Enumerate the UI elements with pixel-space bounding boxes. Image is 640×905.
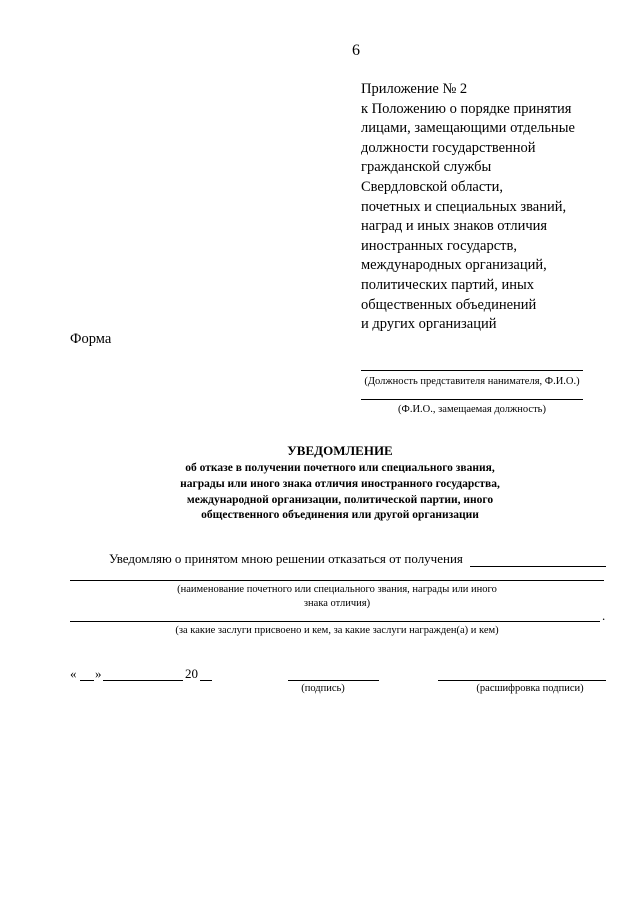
title-subtitle-line: об отказе в получении почетного или специального звания, [185,462,495,474]
employee-fill-line [361,399,583,400]
form-label: Форма [70,331,112,347]
appendix-line: наград и иных знаков отличия [361,218,548,235]
appendix-line: политических партий, иных [361,276,534,293]
title-subtitle-line: общественного объединения или другой организации [201,509,479,522]
date-year-line [200,680,212,681]
line-end-mark: . [602,608,606,623]
award-fill-line-start [470,566,606,567]
date-open-quote: « [70,666,77,681]
title-heading: УВЕДОМЛЕНИЕ [287,443,393,458]
merit-caption: (за какие заслуги присвоено и кем, за какие заслуги награжден(а) и кем) [175,625,499,636]
date-year-prefix: 20 [185,666,198,681]
appendix-line: лицами, замещающими отдельные [361,120,575,137]
appendix-line: и других организаций [361,316,497,333]
date-month-line [103,680,183,681]
appendix-line: Свердловской области, [361,178,504,195]
appendix-line: должности государственной [361,139,536,156]
date-close-quote: » [95,666,102,681]
appendix-line: иностранных государств, [361,237,517,254]
appendix-line: общественных объединений [361,296,537,313]
document-title [90,443,590,524]
title-subtitle-line: награды или иного знака отличия иностранного государства, [180,477,500,490]
award-caption-cont: знака отличия) [303,598,371,609]
award-caption: (наименование почетного или специального звания, награды или иного [177,584,497,595]
employer-fill-line [361,370,583,371]
appendix-block [361,80,575,335]
award-fill-line [70,580,604,581]
signature-decoding-line [438,680,606,681]
merit-fill-line [70,621,600,622]
signature-caption: (подпись) [301,683,345,694]
date-day-line [80,680,94,681]
employer-caption: (Должность представителя нанимателя, Ф.И.О.) [364,376,580,387]
notice-intro: Уведомляю о принятом мною решении отказаться от получения [109,551,463,566]
employee-caption: (Ф.И.О., замещаемая должность) [398,404,546,415]
page-number: 6 [352,42,360,59]
appendix-line: гражданской службы [361,159,492,176]
signature-line [288,680,379,681]
title-subtitle-line: международной организации, политической партии, иного [186,493,494,506]
appendix-line: к Положению о порядке принятия [361,100,572,117]
appendix-line: международных организаций, [361,257,547,274]
appendix-line: почетных и специальных званий, [361,198,567,215]
signature-decoding-caption: (расшифровка подписи) [476,683,584,694]
appendix-line: Приложение № 2 [361,81,468,97]
